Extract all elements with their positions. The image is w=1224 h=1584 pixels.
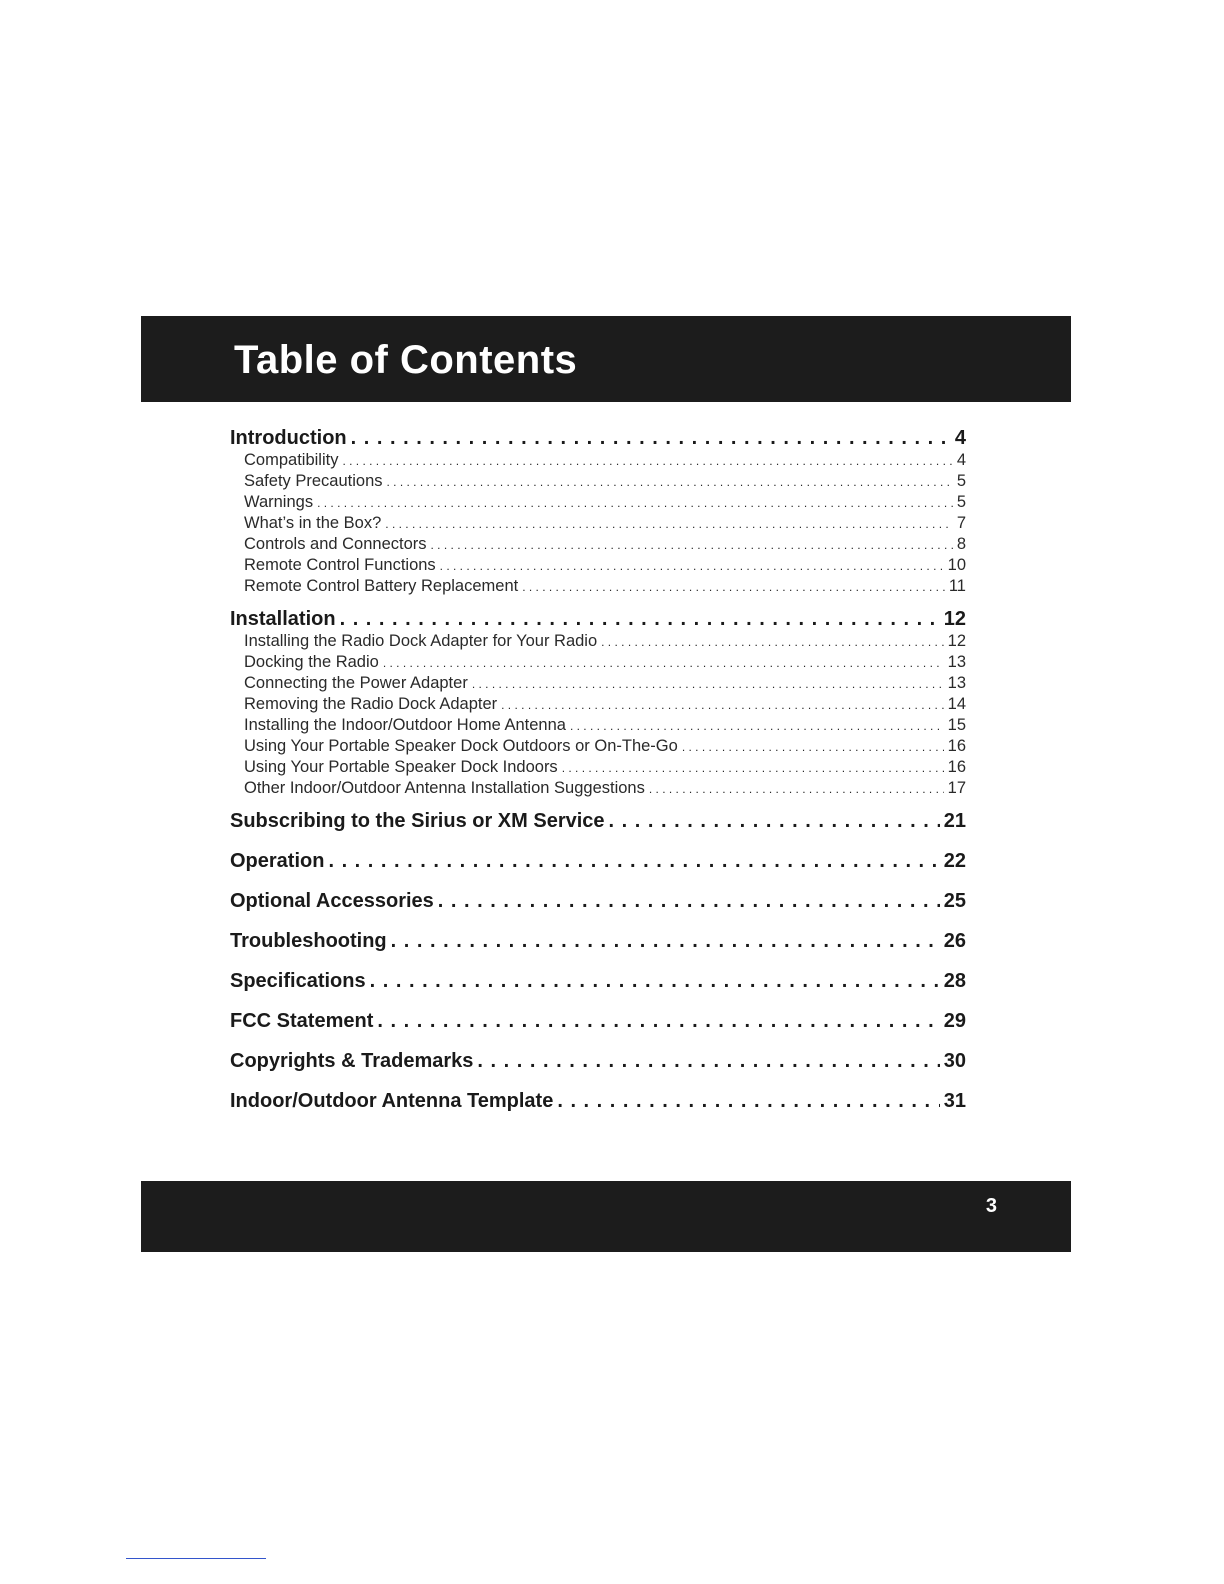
toc-subentry[interactable] [244, 555, 966, 576]
page-number: 3 [985, 1195, 997, 1217]
dot-leader [351, 424, 951, 452]
toc-entry-title: Copyrights & Trademarks [230, 1050, 474, 1072]
dot-leader [649, 779, 944, 800]
dot-leader [609, 807, 940, 835]
toc-sublist [230, 631, 966, 799]
bottom-divider [126, 1558, 266, 1559]
toc-subentry[interactable] [244, 757, 966, 778]
table-of-contents [230, 424, 966, 1127]
toc-entry-page: 28 [943, 970, 966, 992]
toc-section [230, 1087, 966, 1115]
toc-entry-title: Operation [230, 850, 325, 872]
page-title: Table of Contents [234, 338, 578, 382]
toc-subentry[interactable] [244, 652, 966, 673]
toc-subentry-page: 8 [956, 535, 966, 553]
toc-entry-title: Introduction [230, 427, 347, 449]
toc-entry-page: 4 [954, 427, 966, 449]
toc-entry[interactable] [230, 1087, 966, 1115]
toc-subentry-page: 7 [956, 514, 966, 532]
toc-subentry-page: 17 [947, 779, 966, 797]
dot-leader [385, 514, 953, 535]
toc-subentry-title: Remote Control Functions [244, 556, 436, 574]
toc-subentry[interactable] [244, 778, 966, 799]
toc-section [230, 887, 966, 915]
toc-subentry-title: Using Your Portable Speaker Dock Outdoors or On-The-Go [244, 737, 678, 755]
dot-leader [501, 695, 944, 716]
toc-subentry-page: 11 [948, 577, 966, 595]
dot-leader [370, 967, 940, 995]
dot-leader [438, 887, 940, 915]
toc-subentry-page: 13 [947, 674, 966, 692]
toc-subentry-title: Controls and Connectors [244, 535, 427, 553]
toc-section [230, 967, 966, 995]
dot-leader [317, 493, 953, 514]
toc-subentry-page: 14 [947, 695, 966, 713]
toc-subentry-title: Remote Control Battery Replacement [244, 577, 519, 595]
toc-subentry[interactable] [244, 534, 966, 555]
toc-entry-page: 22 [943, 850, 966, 872]
footer-bar [141, 1181, 1071, 1252]
toc-subentry-title: Other Indoor/Outdoor Antenna Installation Suggestions [244, 779, 645, 797]
dot-leader [562, 758, 944, 779]
toc-section [230, 605, 966, 799]
toc-subentry-page: 15 [947, 716, 966, 734]
toc-subentry-page: 16 [947, 737, 966, 755]
toc-entry-title: Specifications [230, 970, 366, 992]
toc-entry-title: Installation [230, 608, 336, 630]
toc-subentry-title: What’s in the Box? [244, 514, 382, 532]
toc-section [230, 847, 966, 875]
toc-subentry[interactable] [244, 715, 966, 736]
toc-entry[interactable] [230, 847, 966, 875]
toc-subentry-page: 13 [947, 653, 966, 671]
toc-section [230, 807, 966, 835]
dot-leader [522, 577, 945, 598]
dot-leader [383, 653, 944, 674]
toc-subentry-page: 16 [947, 758, 966, 776]
toc-subentry-title: Removing the Radio Dock Adapter [244, 695, 498, 713]
toc-subentry[interactable] [244, 736, 966, 757]
toc-sublist [230, 450, 966, 597]
toc-subentry-title: Warnings [244, 493, 314, 511]
toc-section [230, 424, 966, 597]
toc-section [230, 1007, 966, 1035]
toc-subentry-page: 10 [947, 556, 966, 574]
toc-subentry-page: 5 [956, 493, 966, 511]
dot-leader [387, 472, 953, 493]
toc-entry-title: FCC Statement [230, 1010, 374, 1032]
toc-section [230, 1047, 966, 1075]
toc-subentry-page: 4 [956, 451, 966, 469]
header-bar [141, 316, 1071, 402]
toc-subentry-title: Safety Precautions [244, 472, 383, 490]
toc-subentry-title: Docking the Radio [244, 653, 379, 671]
toc-subentry-title: Installing the Radio Dock Adapter for Your Radio [244, 632, 598, 650]
toc-entry-title: Troubleshooting [230, 930, 387, 952]
dot-leader [440, 556, 944, 577]
toc-subentry-title: Compatibility [244, 451, 339, 469]
dot-leader [472, 674, 944, 695]
toc-subentry[interactable] [244, 471, 966, 492]
toc-section [230, 927, 966, 955]
toc-subentry-title: Using Your Portable Speaker Dock Indoors [244, 758, 558, 776]
toc-subentry-title: Installing the Indoor/Outdoor Home Antenna [244, 716, 566, 734]
toc-entry-page: 30 [943, 1050, 966, 1072]
dot-leader [377, 1007, 939, 1035]
toc-entry[interactable] [230, 887, 966, 915]
dot-leader [601, 632, 944, 653]
toc-entry-title: Optional Accessories [230, 890, 434, 912]
toc-entry-page: 26 [943, 930, 966, 952]
dot-leader [340, 605, 940, 633]
toc-entry[interactable] [230, 424, 966, 452]
toc-entry[interactable] [230, 927, 966, 955]
toc-entry-title: Subscribing to the Sirius or XM Service [230, 810, 605, 832]
toc-entry-title: Indoor/Outdoor Antenna Template [230, 1090, 554, 1112]
dot-leader [682, 737, 944, 758]
dot-leader [342, 451, 952, 472]
dot-leader [477, 1047, 939, 1075]
dot-leader [328, 847, 939, 875]
toc-subentry[interactable] [244, 673, 966, 694]
toc-entry[interactable] [230, 807, 966, 835]
dot-leader [557, 1087, 939, 1115]
toc-subentry-page: 12 [947, 632, 966, 650]
dot-leader [570, 716, 944, 737]
toc-subentry[interactable] [244, 492, 966, 513]
toc-subentry-title: Connecting the Power Adapter [244, 674, 468, 692]
toc-subentry[interactable] [244, 450, 966, 471]
toc-entry-page: 31 [943, 1090, 966, 1112]
dot-leader [431, 535, 953, 556]
toc-subentry[interactable] [244, 631, 966, 652]
toc-entry[interactable] [230, 967, 966, 995]
toc-entry[interactable] [230, 1007, 966, 1035]
toc-entry-page: 29 [943, 1010, 966, 1032]
toc-entry-page: 12 [943, 608, 966, 630]
toc-subentry-page: 5 [956, 472, 966, 490]
toc-entry-page: 21 [943, 810, 966, 832]
toc-entry-page: 25 [943, 890, 966, 912]
toc-entry[interactable] [230, 1047, 966, 1075]
dot-leader [391, 927, 940, 955]
toc-subentry[interactable] [244, 513, 966, 534]
toc-entry[interactable] [230, 605, 966, 633]
toc-subentry[interactable] [244, 576, 966, 597]
toc-subentry[interactable] [244, 694, 966, 715]
